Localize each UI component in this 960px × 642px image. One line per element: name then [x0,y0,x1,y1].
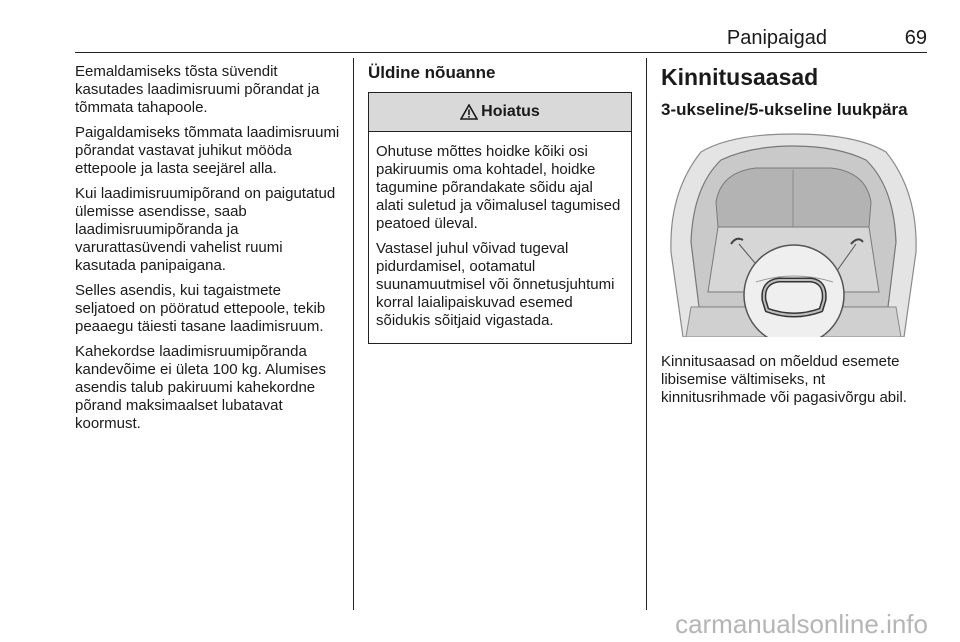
paragraph: Eemaldamiseks tõsta süvendit kasutades laadimisruumi põrandat ja tõmmata tahapoole. [75,63,320,116]
warning-body [369,132,631,343]
general-advice-heading: Üldine nõuanne [368,63,496,82]
paragraph: Selles asendis, kui tagaistmete seljatoed on pööratud ettepoole, tekib peaaegu täiesti tasane laadimisruum. [75,282,326,335]
warning-paragraph: Vastasel juhul võivad tugeval pidurdamisel, ootamatul suunamuutmisel või õnnetusjuhtumi korral laialipaiskuvad esemed sõidukis sõitjaid vigastada. [376,240,615,329]
subsection-heading: 3-ukseline/5-ukseline luukpära [661,100,908,119]
column-middle [368,63,633,344]
warning-header [369,93,631,132]
paragraph: Kahekordse laadimisruumipõranda kandevõime ei ületa 100 kg. Alumises asendis talub pakiruumi kahekordne põrand maksimaalset lubatavat koormust. [75,343,326,432]
page-number: 69 [904,27,927,49]
column-divider [353,58,354,610]
paragraph: Kui laadimisruumipõrand on paigutatud ülemisse asendisse, saab laadimisruumipõranda ja varurattasüvendi vahelist ruumi kasutada panipaigana. [75,185,336,274]
column-right [661,63,931,414]
figure-caption: Kinnitusaasad on mõeldud esemete libisemise vältimiseks, nt kinnitusrihmade või pagasivõrgu abil. [661,353,907,406]
warning-title: Hoiatus [481,103,540,120]
section-heading: Kinnitusaasad [661,64,819,90]
paragraph: Paigaldamiseks tõmmata laadimisruumi põrandat vastavat juhikut mööda ettepoole ja lasta seejärel alla. [75,124,340,177]
column-divider [646,58,647,610]
luggage-compartment-illustration [661,132,926,337]
watermark: carmanualsonline.info [675,609,928,639]
warning-box [368,92,632,344]
section-title: Panipaigad [726,27,827,49]
warning-paragraph: Ohutuse mõttes hoidke kõiki osi pakiruumis oma kohtadel, hoidke tagumine põrandakate sõidu ajal alati suletud ja võimalusel tagumised peatoed üleval. [376,143,621,232]
page-header [75,27,927,53]
column-left [75,63,343,440]
warning-triangle-icon [460,104,478,120]
